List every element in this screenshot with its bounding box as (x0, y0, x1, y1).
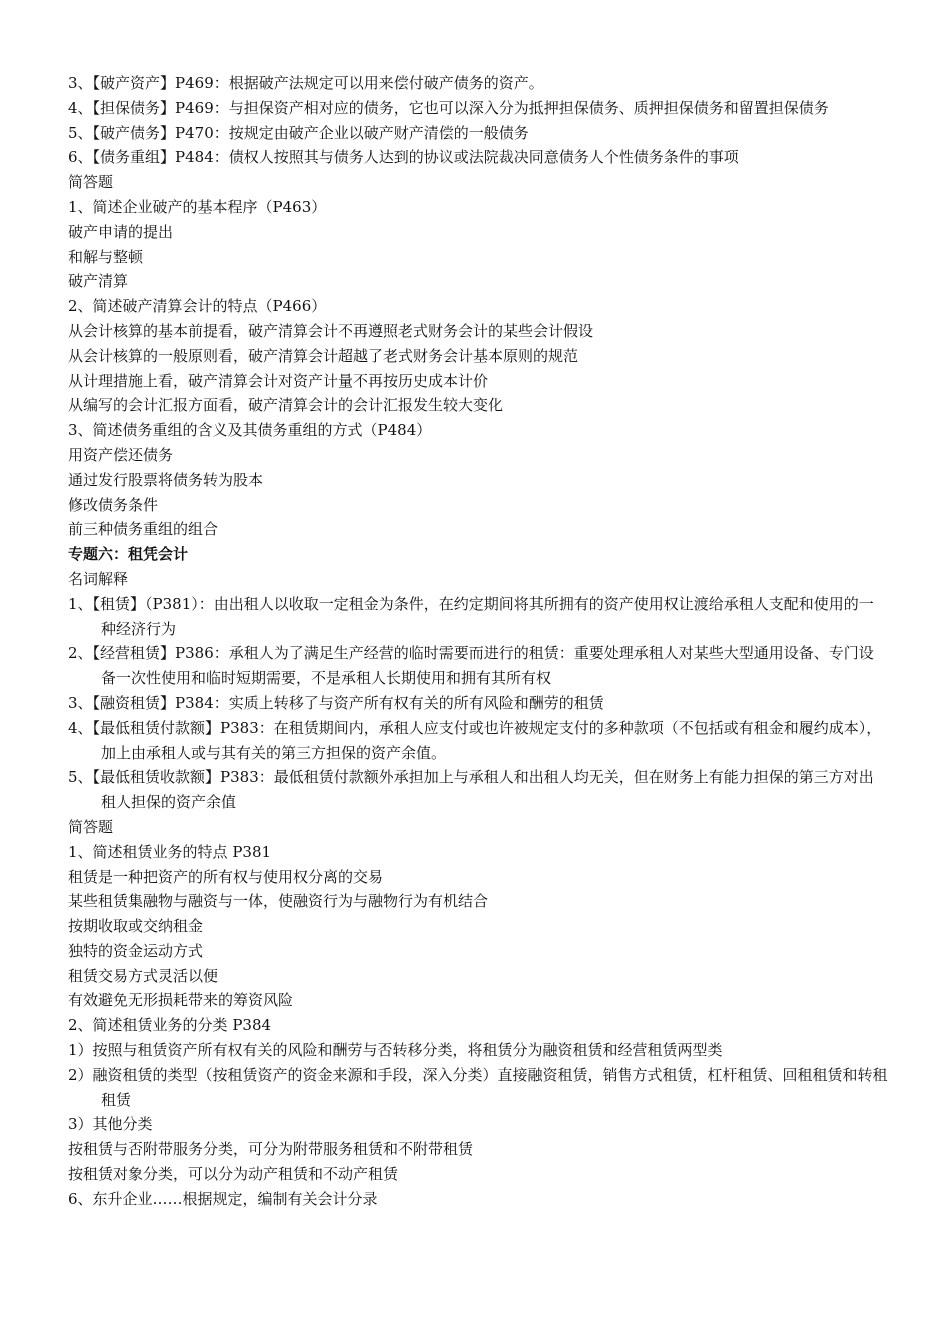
answer-line: 2）融资租赁的类型（按租赁资产的资金来源和手段，深入分类）直接融资租赁，销售方式租赁，杠杆租赁、回租租赁和转租租赁 (68, 1065, 888, 1109)
answer-line: 某些租赁集融物与融资与一体，使融资行为与融物行为有机结合 (68, 892, 489, 911)
answer-line: 按期收取或交纳租金 (68, 917, 204, 936)
question-6: 6、东升企业……根据规定，编制有关会计分录 (68, 1189, 378, 1208)
question-1: 1、简述租赁业务的特点 P381 (68, 842, 272, 861)
answer-line: 按租赁对象分类，可以分为动产租赁和不动产租赁 (68, 1165, 399, 1184)
term-debt-restructuring: 6、【债务重组】P484：债权人按照其与债务人达到的协议或法院裁决同意债务人个性债务条件的事项 (68, 148, 739, 167)
section-heading-terms: 名词解释 (68, 569, 129, 588)
term-secured-debt: 4、【担保债务】P469：与担保资产相对应的债务，它也可以深入分为抵押担保债务、质押担保债务和留置担保债务 (68, 98, 829, 117)
term-bankrupt-assets: 3、【破产资产】P469：根据破产法规定可以用来偿付破产债务的资产。 (68, 74, 544, 92)
answer-line: 3）其他分类 (68, 1115, 153, 1134)
document-page (68, 71, 888, 1212)
answer-line: 通过发行股票将债务转为股本 (68, 470, 264, 489)
question-1: 1、简述企业破产的基本程序（P463） (68, 197, 327, 216)
answer-line: 前三种债务重组的组合 (68, 520, 219, 539)
question-2: 2、简述破产清算会计的特点（P466） (68, 297, 327, 316)
term-min-lease-receipts: 5、【最低租赁收款额】P383：最低租赁付款额外承担加上与承租人和出租人均无关，但在财务上有能力担保的第三方对出租人担保的资产余值 (68, 768, 874, 812)
term-finance-lease: 3、【融资租赁】P384：实质上转移了与资产所有权有关的所有风险和酬劳的租赁 (68, 693, 604, 712)
answer-line: 租赁交易方式灵活以便 (68, 966, 219, 985)
term-lease: 1、【租赁】（P381）：由出租人以收取一定租金为条件，在约定期间将其所拥有的资产使用权让渡给承租人支配和使用的一种经济行为 (68, 594, 874, 638)
term-min-lease-payments: 4、【最低租赁付款额】P383：在租赁期间内，承租人应支付或也许被规定支付的多种款项（不包括或有租金和履约成本），加上由承租人或与其有关的第三方担保的资产余值。 (68, 718, 882, 762)
answer-line: 从计理措施上看，破产清算会计对资产计量不再按历史成本计价 (68, 371, 489, 390)
answer-line: 有效避免无形损耗带来的筹资风险 (68, 991, 294, 1010)
question-3: 3、简述债务重组的含义及其债务重组的方式（P484） (68, 421, 432, 440)
answer-line: 用资产偿还债务 (68, 445, 174, 464)
section-heading-short-answer: 简答题 (68, 817, 114, 836)
answer-line: 租赁是一种把资产的所有权与使用权分离的交易 (68, 867, 384, 886)
term-operating-lease: 2、【经营租赁】P386：承租人为了满足生产经营的临时需要而进行的租赁：重要处理承租人对某些大型通用设备、专门设备一次性使用和临时短期需要，不是承租人长期使用和拥有其所有权 (68, 644, 874, 688)
topic-heading: 专题六：租凭会计 (68, 545, 189, 564)
answer-line: 从会计核算的基本前提看，破产清算会计不再遵照老式财务会计的某些会计假设 (68, 321, 594, 340)
answer-line: 从会计核算的一般原则看，破产清算会计超越了老式财务会计基本原则的规范 (68, 346, 579, 365)
answer-line: 按租赁与否附带服务分类，可分为附带服务租赁和不附带租赁 (68, 1140, 474, 1159)
answer-line: 破产清算 (68, 272, 129, 291)
term-bankrupt-debt: 5、【破产债务】P470：按规定由破产企业以破产财产清偿的一般债务 (68, 123, 529, 142)
answer-line: 和解与整顿 (68, 247, 144, 266)
answer-line: 破产申请的提出 (68, 222, 174, 241)
answer-line: 从编写的会计汇报方面看，破产清算会计的会计汇报发生较大变化 (68, 396, 504, 415)
answer-line: 修改债务条件 (68, 495, 159, 514)
answer-line: 1）按照与租赁资产所有权有关的风险和酬劳与否转移分类，将租赁分为融资租赁和经营租赁两型类 (68, 1041, 723, 1060)
answer-line: 独特的资金运动方式 (68, 941, 204, 960)
question-2: 2、简述租赁业务的分类 P384 (68, 1016, 272, 1035)
section-heading-short-answer: 简答题 (68, 173, 114, 192)
